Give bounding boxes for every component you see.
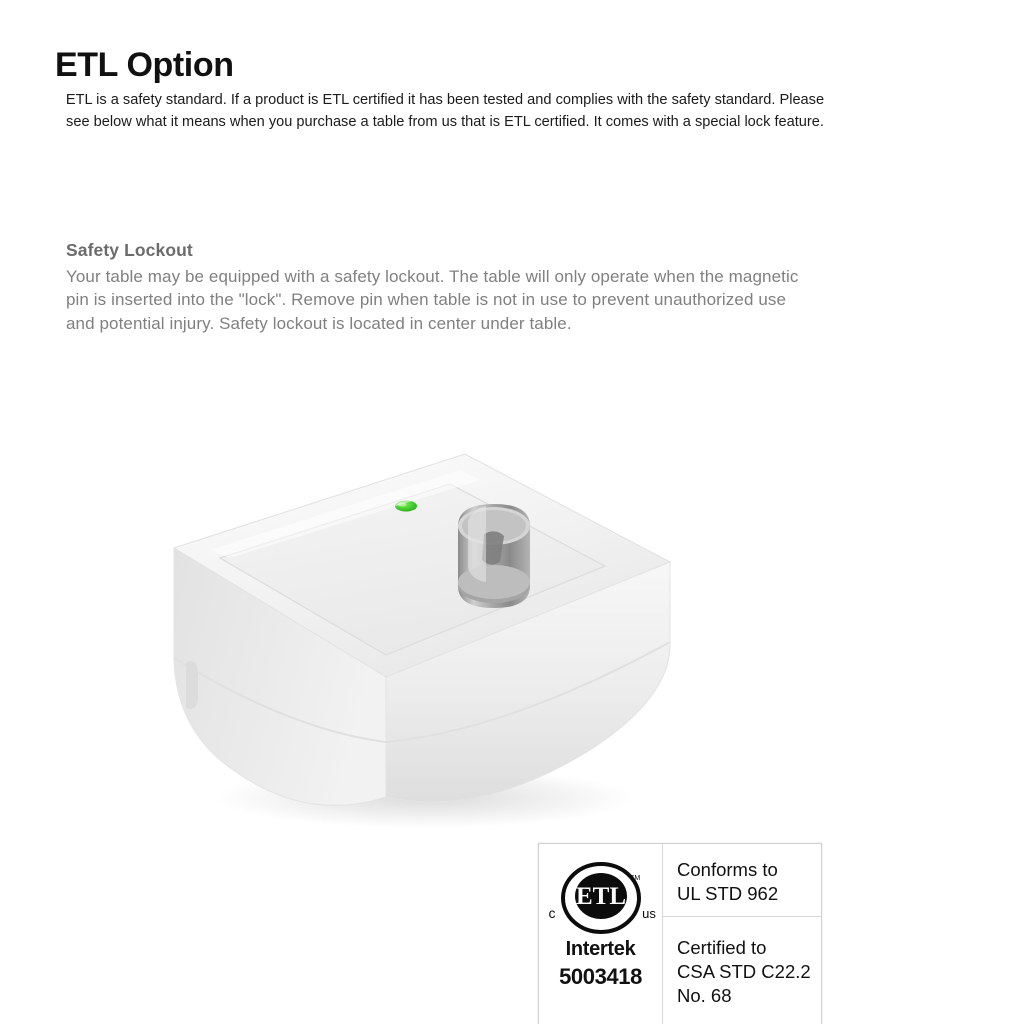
intro-paragraph: ETL is a safety standard. If a product is ETL certified it has been tested and complies with the safety standard. Please see below what it means when you purchase a table from us that is ETL certified. It comes with a special lock feature. (65, 91, 825, 131)
etl-company-name: Intertek (565, 938, 636, 960)
etl-certification-line1: Certified to (677, 937, 767, 959)
etl-conformance-line1: Conforms to (677, 859, 778, 880)
page-title: ETL Option (55, 45, 234, 84)
etl-control-number: 5003418 (559, 964, 642, 989)
safety-lockout-body: Your table may be equipped with a safety lockout. The table will only operate when the magnetic pin is inserted into the "lock". Remove pin when table is not in use to prevent unauthorized use and potential injury. Safety lockout is located in center under table. (66, 267, 799, 333)
etl-mark (539, 856, 662, 948)
etl-label-right (663, 844, 821, 1024)
etl-certification-label (538, 843, 822, 1024)
etl-label-left (539, 844, 663, 1024)
safety-lockout-section (66, 240, 826, 335)
svg-text:ETL: ETL (575, 883, 627, 910)
svg-text:us: us (642, 906, 656, 921)
etl-certification-line2: CSA STD C22.2 (677, 961, 811, 983)
svg-text:SM: SM (629, 875, 641, 882)
svg-text:LISTED: LISTED (585, 918, 617, 928)
etl-label-divider (663, 916, 821, 917)
safety-lockout-title: Safety Lockout (66, 240, 193, 260)
svg-text:c: c (548, 905, 556, 921)
magnetic-pin-socket (458, 504, 530, 608)
product-photo (150, 430, 690, 840)
etl-certification-line3: No. 68 (677, 985, 732, 1007)
etl-conformance-line2: UL STD 962 (677, 883, 779, 905)
